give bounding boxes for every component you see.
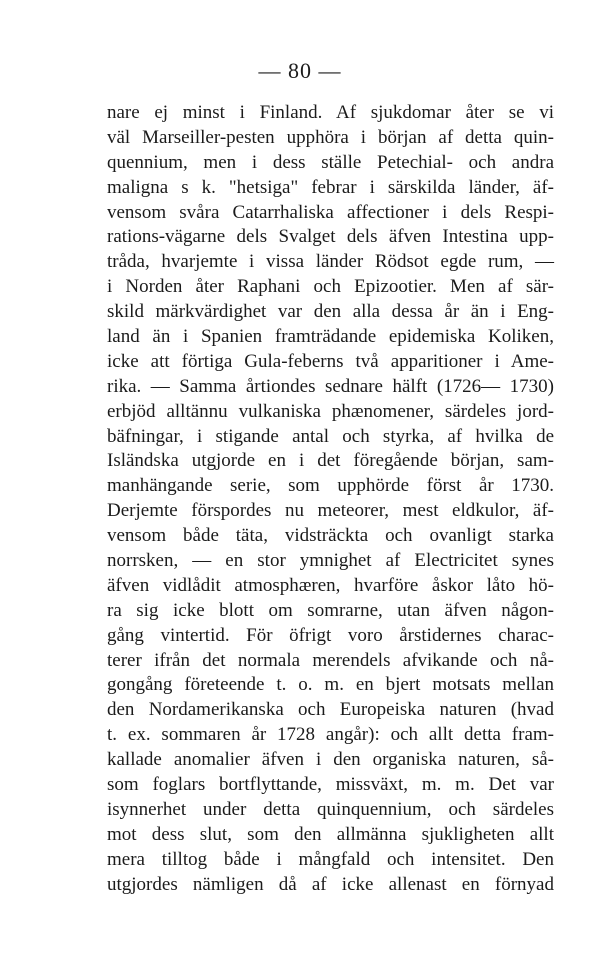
text-line: land än i Spanien framträdande epidemiska Koliken, bbox=[107, 326, 554, 348]
text-line: erbjöd alltännu vulkaniska phænomener, särdeles jord- bbox=[107, 400, 554, 422]
page-number: — 80 — bbox=[258, 58, 342, 83]
text-line: rika. — Samma årtiondes sednare hälft (1726— 1730) bbox=[107, 375, 554, 397]
text-line: gongång företeende t. o. m. en bjert motsats mellan bbox=[107, 674, 554, 696]
text-line: t. ex. sommaren år 1728 angår): och allt detta fram- bbox=[107, 724, 554, 746]
text-line: i Norden åter Raphani och Epizootier. Men af sär- bbox=[107, 276, 554, 298]
text-line: mot dess slut, som den allmänna sjukligheten allt bbox=[107, 823, 554, 845]
text-line: quennium, men i dess ställe Petechial- och andra bbox=[107, 151, 554, 173]
text-line: den Nordamerikanska och Europeiska naturen (hvad bbox=[107, 699, 554, 721]
text-line: mera tilltog både i mångfald och intensitet. Den bbox=[107, 848, 554, 870]
text-line: gång vintertid. För öfrigt voro årstidernes charac- bbox=[107, 624, 554, 646]
text-line: ra sig icke blott om somrarne, utan äfven någon- bbox=[107, 599, 554, 621]
text-line: terer ifrån det normala merendels afvikande och nå- bbox=[107, 649, 554, 671]
text-line: icke att förtiga Gula-feberns två apparitioner i Ame- bbox=[107, 350, 554, 372]
text-line: rations-vägarne dels Svalget dels äfven Intestina upp- bbox=[107, 226, 554, 248]
text-line: vensom svåra Catarrhaliska affectioner i dels Respi- bbox=[107, 201, 554, 223]
text-line: norrsken, — en stor ymnighet af Electricitet synes bbox=[107, 550, 554, 572]
text-line: tråda, hvarjemte i vissa länder Rödsot egde rum, — bbox=[107, 251, 554, 273]
text-line: äfven vidlådit atmosphæren, hvarföre åskor låto hö- bbox=[107, 574, 554, 596]
text-line: utgjordes nämligen då af icke allenast en förnyad bbox=[107, 873, 554, 895]
text-line: isynnerhet under detta quinquennium, och särdeles bbox=[107, 798, 554, 820]
text-line: väl Marseiller-pesten upphöra i början af detta quin- bbox=[107, 126, 554, 148]
text-line: skild märkvärdighet var den alla dessa år än i Eng- bbox=[107, 301, 554, 323]
text-line: maligna s k. "hetsiga" febrar i särskilda länder, äf- bbox=[107, 176, 554, 198]
text-line: nare ej minst i Finland. Af sjukdomar åter se vi bbox=[107, 102, 554, 123]
text-line: manhängande serie, som upphörde först år 1730. bbox=[107, 475, 554, 497]
text-line: som foglars bortflyttande, missväxt, m. m. Det var bbox=[107, 774, 554, 796]
text-line: Isländska utgjorde en i det föregående början, sam- bbox=[107, 450, 554, 472]
text-line: Derjemte förspordes nu meteorer, mest eldkulor, äf- bbox=[107, 500, 554, 522]
text-line: bäfningar, i stigande antal och styrka, af hvilka de bbox=[107, 425, 554, 447]
body-text bbox=[107, 101, 554, 898]
text-line: vensom både täta, vidsträckta och ovanligt starka bbox=[107, 525, 554, 547]
text-line: kallade anomalier äfven i den organiska naturen, så- bbox=[107, 749, 554, 771]
